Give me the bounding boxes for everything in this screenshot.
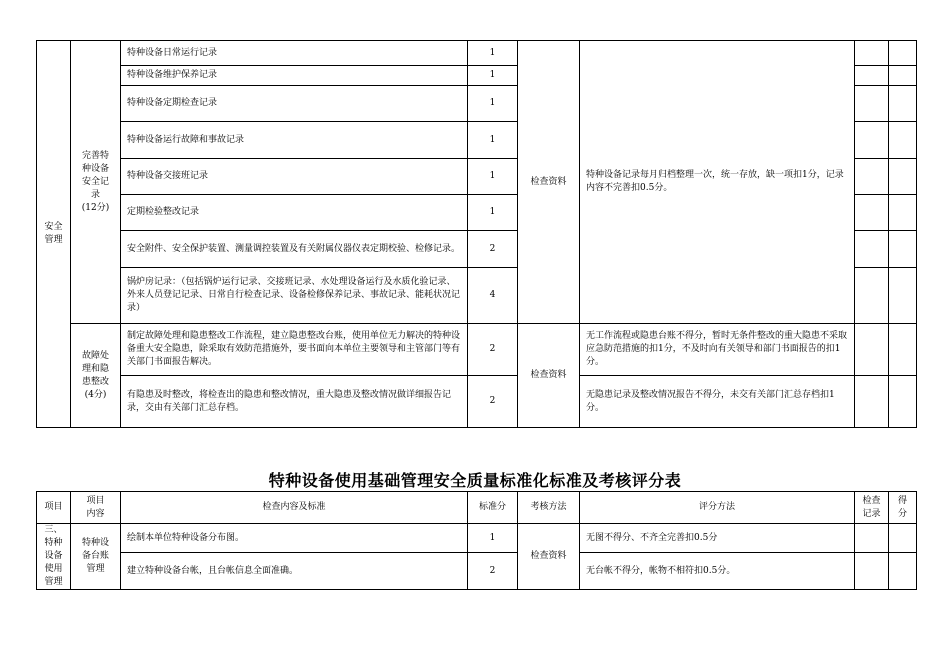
- check-record-cell[interactable]: [855, 376, 889, 428]
- score-cell[interactable]: [889, 66, 917, 86]
- standard-score: 2: [468, 324, 518, 376]
- standard-score: 1: [468, 524, 518, 553]
- standard-score: 1: [468, 86, 518, 122]
- header-standard: 检查内容及标准: [121, 492, 468, 524]
- assessment-method: 检查资料: [518, 324, 580, 428]
- score-cell[interactable]: [889, 159, 917, 195]
- header-content: 项目 内容: [71, 492, 121, 524]
- safety-records-table: [36, 40, 917, 428]
- page-title: 特种设备使用基础管理安全质量标准化标准及考核评分表: [268, 471, 682, 490]
- header-score: 标准分: [468, 492, 518, 524]
- category-cell: 三、 特种 设备 使用 管理: [37, 524, 71, 590]
- score-cell[interactable]: [889, 524, 917, 553]
- header-points: 得 分: [889, 492, 917, 524]
- standard-item: 有隐患及时整改，将检查出的隐患和整改情况，重大隐患及整改情况做详细报告记录，交由有关部门汇总存档。: [121, 376, 468, 428]
- check-record-cell[interactable]: [855, 231, 889, 268]
- check-record-cell[interactable]: [855, 41, 889, 66]
- scoring-method: 无图不得分、不齐全完善扣0.5分: [580, 524, 855, 553]
- standard-item: 安全附件、安全保护装置、测量调控装置及有关附属仪器仪表定期校验、检修记录。: [121, 231, 468, 268]
- header-method: 考核方法: [518, 492, 580, 524]
- standard-item: 定期检验整改记录: [121, 195, 468, 231]
- standard-score: 1: [468, 66, 518, 86]
- check-record-cell[interactable]: [855, 524, 889, 553]
- standard-score: 4: [468, 268, 518, 324]
- standard-item: 绘制本单位特种设备分布图。: [121, 524, 468, 553]
- standard-item: 锅炉房记录：（包括锅炉运行记录、交接班记录、水处理设备运行及水质化验记录、外来人员登记记录、日常自行检查记录、设备检修保养记录、事故记录、能耗状况记录）: [121, 268, 468, 324]
- standard-item: 特种设备日常运行记录: [121, 41, 468, 66]
- score-cell[interactable]: [889, 324, 917, 376]
- standard-score: 1: [468, 195, 518, 231]
- scoring-method: 无工作流程或隐患台账不得分，暂时无条件整改的重大隐患不采取应急防范措施的扣1分，不及时向有关领导和部门书面报告的扣1分。: [580, 324, 855, 376]
- section-name-records: 完善特 种设备 安全记 录 (12分): [71, 41, 121, 324]
- scoring-method: 特种设备记录每月归档整理一次，统一存放，缺一项扣1分，记录内容不完善扣0.5分。: [580, 41, 855, 324]
- score-cell[interactable]: [889, 195, 917, 231]
- score-cell[interactable]: [889, 553, 917, 590]
- standard-item: 制定故障处理和隐患整改工作流程，建立隐患整改台账，使用单位无力解决的特种设备重大安全隐患，除采取有效防范措施外，要书面向本单位主要领导和主管部门等有关部门书面报告解决。: [121, 324, 468, 376]
- check-record-cell[interactable]: [855, 122, 889, 159]
- check-record-cell[interactable]: [855, 268, 889, 324]
- header-project: 项目: [37, 492, 71, 524]
- check-record-cell[interactable]: [855, 324, 889, 376]
- section-name-hazards: 故障处 理和隐 患整改 (4分): [71, 324, 121, 428]
- standard-item: 特种设备维护保养记录: [121, 66, 468, 86]
- scoring-method: 无隐患记录及整改情况报告不得分，未交有关部门汇总存档扣1分。: [580, 376, 855, 428]
- standard-score: 1: [468, 41, 518, 66]
- section-name-ledger: 特种设 备台账 管理: [71, 524, 121, 590]
- scoring-method: 无台帐不得分，帐物不相符扣0.5分。: [580, 553, 855, 590]
- standard-item: 建立特种设备台帐，且台帐信息全面准确。: [121, 553, 468, 590]
- assessment-method: 检查资料: [518, 524, 580, 590]
- standard-score: 2: [468, 376, 518, 428]
- check-record-cell[interactable]: [855, 553, 889, 590]
- score-cell[interactable]: [889, 86, 917, 122]
- score-cell[interactable]: [889, 376, 917, 428]
- score-cell[interactable]: [889, 231, 917, 268]
- score-cell[interactable]: [889, 41, 917, 66]
- score-cell[interactable]: [889, 268, 917, 324]
- assessment-method: 检查资料: [518, 41, 580, 324]
- standard-item: 特种设备运行故障和事故记录: [121, 122, 468, 159]
- category-cell: 安全 管理: [37, 41, 71, 428]
- standard-score: 1: [468, 122, 518, 159]
- standard-score: 2: [468, 553, 518, 590]
- check-record-cell[interactable]: [855, 66, 889, 86]
- check-record-cell[interactable]: [855, 159, 889, 195]
- header-record: 检查 记录: [855, 492, 889, 524]
- standard-item: 特种设备定期检查记录: [121, 86, 468, 122]
- header-scoring: 评分方法: [580, 492, 855, 524]
- check-record-cell[interactable]: [855, 195, 889, 231]
- standard-score: 2: [468, 231, 518, 268]
- standard-item: 特种设备交接班记录: [121, 159, 468, 195]
- equipment-ledger-table: [36, 491, 917, 590]
- score-cell[interactable]: [889, 122, 917, 159]
- standard-score: 1: [468, 159, 518, 195]
- check-record-cell[interactable]: [855, 86, 889, 122]
